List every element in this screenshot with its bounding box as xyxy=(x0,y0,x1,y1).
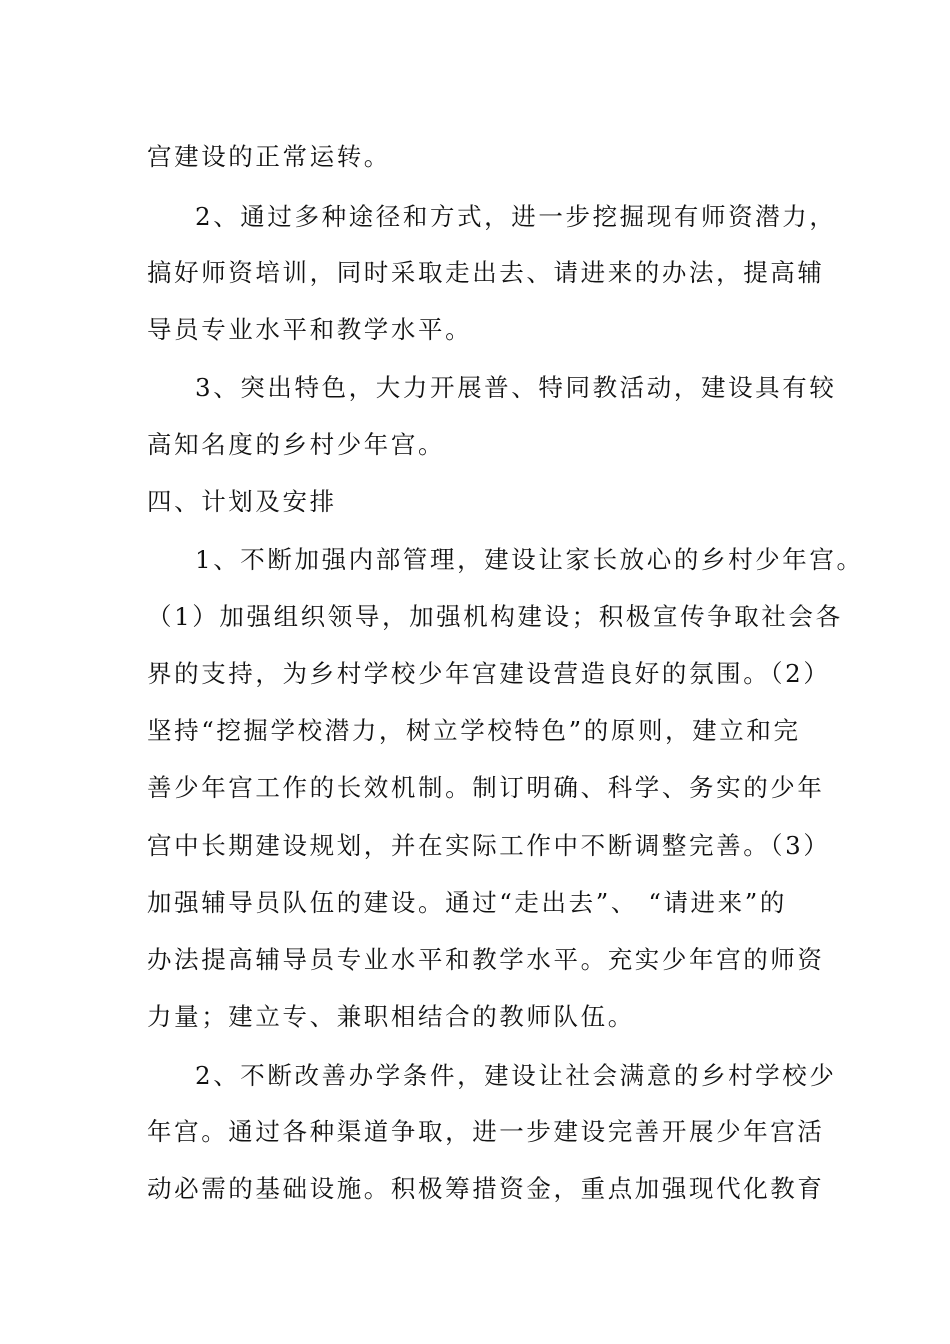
text-line-6: 高知名度的乡村少年宫。 xyxy=(147,430,446,459)
text-line-11: 坚持“挖掘学校潜力，树立学校特色”的原则，建立和完 xyxy=(147,716,801,745)
text-line-15: 办法提高辅导员专业水平和教学水平。充实少年宫的师资 xyxy=(147,945,825,974)
text-line-2: 2、通过多种途径和方式，进一步挖掘现有师资潜力， xyxy=(195,202,837,231)
text-line-1: 宫建设的正常运转。 xyxy=(147,142,391,171)
text-line-8: 1、不断加强内部管理，建设让家长放心的乡村少年宫。 xyxy=(195,545,864,574)
text-line-13: 宫中长期建设规划，并在实际工作中不断调整完善。（3） xyxy=(147,831,831,860)
text-line-9: （1）加强组织领导，加强机构建设；积极宣传争取社会各 xyxy=(147,602,843,631)
section-heading: 四、计划及安排 xyxy=(147,487,337,516)
text-line-16: 力量；建立专、兼职相结合的教师队伍。 xyxy=(147,1002,635,1031)
text-line-5: 3、突出特色，大力开展普、特同教活动，建设具有较 xyxy=(195,373,837,402)
text-line-10: 界的支持，为乡村学校少年宫建设营造良好的氛围。（2） xyxy=(147,659,831,688)
text-line-17: 2、不断改善办学条件，建设让社会满意的乡村学校少 xyxy=(195,1061,837,1090)
text-line-14: 加强辅导员队伍的建设。通过“走出去”、 “请进来”的 xyxy=(147,888,787,917)
text-line-18: 年宫。通过各种渠道争取，进一步建设完善开展少年宫活 xyxy=(147,1117,825,1146)
text-line-4: 导员专业水平和教学水平。 xyxy=(147,315,473,344)
text-line-12: 善少年宫工作的长效机制。制订明确、科学、务实的少年 xyxy=(147,773,825,802)
text-line-19: 动必需的基础设施。积极筹措资金，重点加强现代化教育 xyxy=(147,1174,825,1203)
text-line-3: 搞好师资培训，同时采取走出去、请进来的办法，提高辅 xyxy=(147,258,825,287)
